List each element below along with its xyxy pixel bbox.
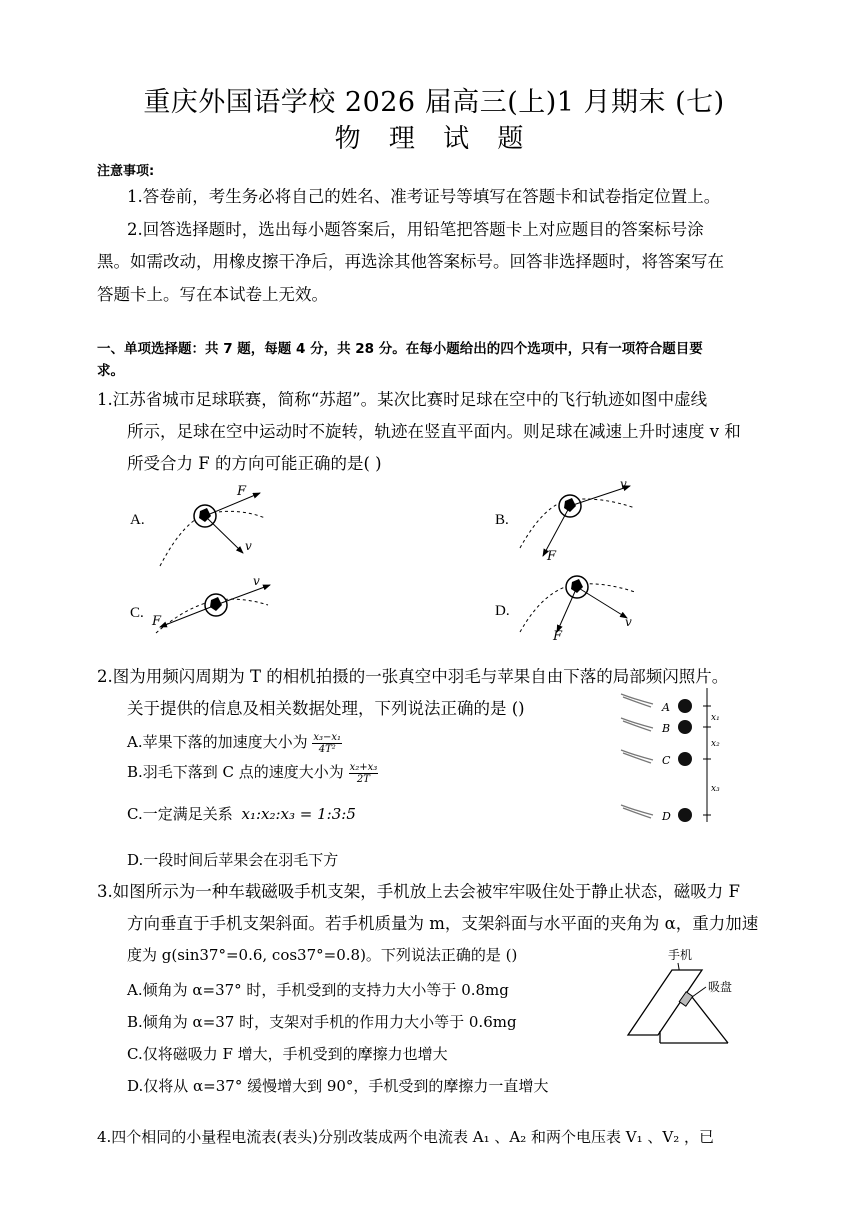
q2-option-a [127, 730, 342, 755]
q2-option-d: D.一段时间后苹果会在羽毛下方 [127, 851, 339, 869]
q3-option-c: C.仅将磁吸力 F 增大，手机受到的摩擦力也增大 [127, 1045, 448, 1063]
svg-text:F: F [547, 549, 557, 563]
svg-text:手机: 手机 [668, 948, 693, 962]
apple-icon [678, 699, 692, 822]
section-heading-cont: 求。 [97, 363, 124, 379]
q3-option-d: D.仅将从 α=37° 缓慢增大到 90°，手机受到的摩擦力一直增大 [127, 1077, 549, 1095]
q1-option-b-label: B. [495, 512, 509, 528]
q3-option-a: A.倾角为 α=37° 时，手机受到的支持力大小等于 0.8mg [127, 981, 509, 999]
q2-option-b-text: B.羽毛下落到 C 点的速度大小为 [127, 763, 344, 781]
q1-line-2: 所示，足球在空中运动时不旋转，轨迹在竖直平面内。则足球在减速上升时速度 v 和 [127, 422, 741, 441]
svg-text:D: D [662, 810, 671, 823]
q3-option-b: B.倾角为 α=37 时，支架对手机的作用力大小等于 0.6mg [127, 1013, 517, 1031]
svg-text:v: v [253, 575, 260, 588]
q2-option-a-text: A.苹果下落的加速度大小为 [127, 733, 308, 751]
q1-option-a-label: A. [130, 512, 145, 528]
q2-option-b-fraction: $\frac{\text{x₂+x₃}}{2T}$ [349, 761, 378, 785]
q1-figure-b [515, 478, 665, 563]
q2-option-c-text: C.一定满足关系 [127, 805, 233, 823]
svg-text:F: F [553, 629, 563, 642]
q1-option-c-label: C. [130, 605, 144, 621]
page-subtitle: 物 理 试 题 [334, 124, 534, 154]
notice-item-1: 1.答卷前，考生务必将自己的姓名、准考证号等填写在答题卡和试卷指定位置上。 [127, 187, 721, 206]
svg-text:B: B [662, 722, 671, 735]
q2-option-c [127, 802, 356, 826]
q4-line-1: 4.四个相同的小量程电流表(表头)分别改装成两个电流表 A₁ 、A₂ 和两个电压表 V₁ 、V₂ ，已 [97, 1128, 715, 1146]
notice-item-2-end: 答题卡上。写在本试卷上无效。 [97, 285, 328, 304]
q3-line-2: 方向垂直于手机支架斜面。若手机质量为 m，支架斜面与水平面的夹角为 α，重力加速 [127, 914, 759, 933]
q3-phone-holder-figure [620, 945, 760, 1045]
section-heading: 一、单项选择题：共 7 题，每题 4 分，共 28 分。在每小题给出的四个选项中，只有一项符合题目要 [97, 341, 703, 357]
notice-item-2-cont: 黑。如需改动，用橡皮擦干净后，再选涂其他答案标号。回答非选择题时，将答案写在 [97, 252, 724, 271]
svg-text:C: C [662, 754, 671, 767]
svg-text:v: v [245, 539, 252, 553]
notice-heading: 注意事项: [97, 164, 155, 179]
q3-line-1: 3.如图所示为一种车载磁吸手机支架，手机放上去会被牢牢吸住处于静止状态，磁吸力 F [97, 882, 740, 901]
q1-option-d-label: D. [495, 603, 510, 619]
svg-text:A: A [662, 701, 670, 714]
q2-line-2: 关于提供的信息及相关数据处理，下列说法正确的是 () [127, 699, 525, 718]
page-title: 重庆外国语学校 2026 届高三(上)1 月期末 (七) [143, 87, 725, 118]
svg-text:x₃: x₃ [711, 784, 720, 794]
q1-figure-d [515, 570, 655, 642]
q1-line-1: 1.江苏省城市足球联赛，简称“苏超”。某次比赛时足球在空中的飞行轨迹如图中虚线 [97, 390, 708, 409]
svg-text:F: F [237, 484, 247, 499]
q2-option-b [127, 760, 378, 785]
q2-option-a-fraction: $\frac{\text{x₃−x₁}}{\text{4T²}}$ [313, 731, 342, 755]
svg-text:v: v [625, 615, 632, 629]
q1-figure-a [155, 478, 305, 573]
svg-text:v: v [620, 478, 627, 491]
q3-line-3: 度为 g(sin37°=0.6, cos37°=0.8)。下列说法正确的是 () [127, 946, 518, 964]
q1-line-3: 所受合力 F 的方向可能正确的是( ) [127, 454, 382, 473]
notice-item-2: 2.回答选择题时，选出每小题答案后，用铅笔把答题卡上对应题目的答案标号涂 [127, 220, 704, 239]
q1-figure-c [148, 575, 278, 635]
q2-flash-photo-figure [615, 688, 735, 828]
svg-text:F: F [152, 614, 162, 629]
svg-text:x₂: x₂ [711, 739, 720, 749]
phone-icon [628, 970, 702, 1035]
svg-text:吸盘: 吸盘 [708, 980, 733, 994]
q2-line-1: 2.图为用频闪周期为 T 的相机拍摄的一张真空中羽毛与苹果自由下落的局部频闪照片。 [97, 667, 729, 686]
q2-option-c-math: x₁:x₂:x₃ = 1:3:5 [241, 805, 356, 823]
svg-text:x₁: x₁ [711, 713, 720, 723]
